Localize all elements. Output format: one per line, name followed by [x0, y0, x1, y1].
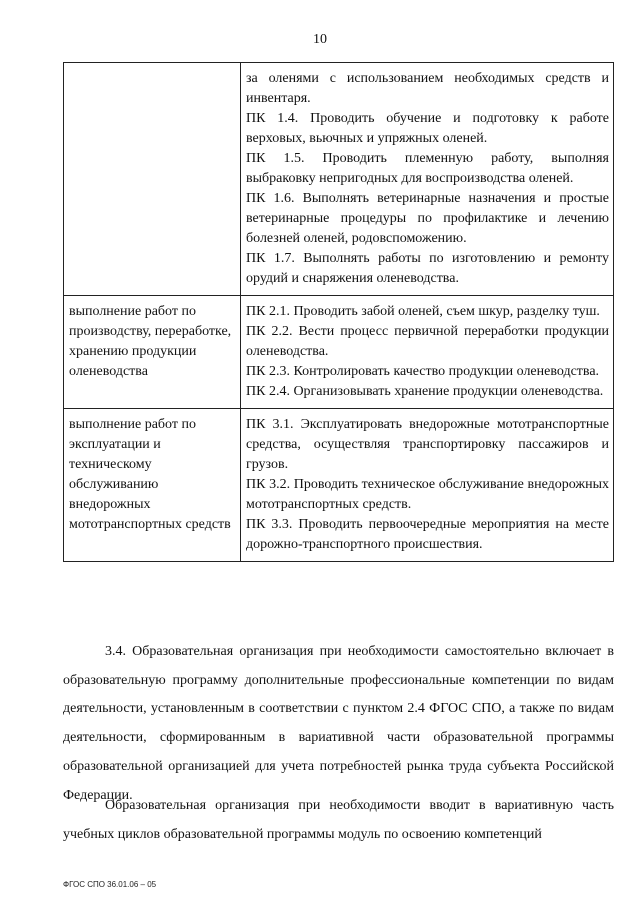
competencies-cell	[241, 409, 614, 562]
activity-cell: выполнение работ по эксплуатации и техническому обслуживанию внедорожных мототранспортных средств	[64, 409, 241, 562]
competencies-cell	[241, 296, 614, 409]
activity-cell: выполнение работ по производству, переработке, хранению продукции оленеводства	[64, 296, 241, 409]
table-row	[64, 409, 614, 562]
competencies-cell	[241, 63, 614, 296]
competency-item: ПК 1.6. Выполнять ветеринарные назначения и простые ветеринарные процедуры по профилактике и лечению болезней оленей, родовспоможению.	[246, 191, 609, 246]
document-code-footer: ФГОС СПО 36.01.06 – 05	[63, 880, 157, 889]
table-row	[64, 63, 614, 296]
competency-item: ПК 2.3. Контролировать качество продукции оленеводства.	[246, 364, 600, 379]
competency-item: ПК 2.4. Организовывать хранение продукции оленеводства.	[246, 384, 604, 399]
competency-item: за оленями с использованием необходимых средств и инвентаря.	[246, 71, 609, 106]
competency-item: ПК 2.2. Вести процесс первичной переработки продукции оленеводства.	[246, 324, 609, 359]
competency-item: ПК 2.1. Проводить забой оленей, съем шкур, разделку туш.	[246, 304, 600, 319]
page-number: 10	[313, 32, 327, 47]
competency-item: ПК 3.2. Проводить техническое обслуживание внедорожных мототранспортных средств.	[246, 477, 609, 512]
competency-table	[63, 62, 614, 562]
competency-item: ПК 1.4. Проводить обучение и подготовку к работе верховых, вьючных и упряжных оленей.	[246, 111, 609, 146]
competency-item: ПК 3.1. Эксплуатировать внедорожные мототранспортные средства, осуществляя транспортировку пассажиров и грузов.	[246, 417, 609, 472]
competency-item: ПК 1.5. Проводить племенную работу, выполняя выбраковку непригодных для воспроизводства оленей.	[246, 151, 609, 186]
competency-item: ПК 1.7. Выполнять работы по изготовлению и ремонту орудий и снаряжения оленеводства.	[246, 251, 609, 286]
paragraph: Образовательная организация при необходимости вводит в вариативную часть учебных циклов образовательной программы модуль по освоению компетенций	[63, 798, 614, 842]
competency-item: ПК 3.3. Проводить первоочередные мероприятия на месте дорожно-транспортного происшествия.	[246, 517, 609, 552]
paragraph: 3.4. Образовательная организация при необходимости самостоятельно включает в образовательную программу дополнительные профессиональные компетенции по видам деятельности, установленным в соответствии с пунктом 2.4 ФГОС СПО, а также по видам деятельности, сформированным в вариативной части образовательной программы образовательной организацией для учета потребностей рынка труда субъекта Российской Федерации.	[63, 644, 614, 803]
activity-cell	[64, 63, 241, 296]
table-row	[64, 296, 614, 409]
